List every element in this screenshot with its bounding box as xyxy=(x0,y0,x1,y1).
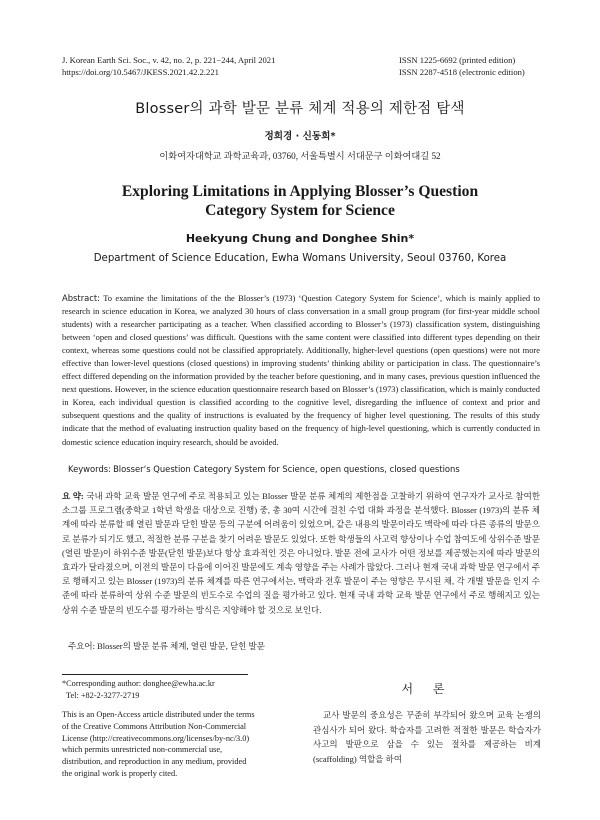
footnote-divider xyxy=(62,674,248,675)
english-title xyxy=(0,182,600,220)
korean-keywords-text: Blosser의 발문 분류 체계, 열린 발문, 닫힌 발문 xyxy=(97,641,265,651)
journal-header-right xyxy=(399,54,525,78)
doi-link[interactable]: https://doi.org/10.5467/JKESS.2021.42.2.221 xyxy=(62,67,219,77)
corresponding-email: *Corresponding author: donghee@ewha.ac.kr xyxy=(62,679,215,688)
issn-electronic: ISSN 2287-4518 (electronic edition) xyxy=(399,67,525,77)
korean-abstract-text: 국내 과학 교육 발문 연구에 주로 적용되고 있는 Blosser 발문 분류 체계의 제한점을 고찰하기 위하여 연구자가 교사로 참여한 소그룹 프로그램(중학교 1학년 학생을 대상으로 진행) 중, 총 30여 시간에 걸친 수업 대화 과정을 분석했다. Blosser (1973)의 분류 체계에 따라 분류할 때 열린 발문과 닫힌 발문 등의 구분에 어려움이 있었으며, 같은 내용의 발문이라도 맥락에 따라 다른 종류의 발문으로 분류가 되기도 했고, 적절한 분류 구분을 찾기 어려운 발문도 있었다. 또한 학생들의 사고력 향상이나 수업 참여도에 상위수준 발문(열린 발문)이 하위수준 발문(닫힌 발문)보다 항상 효과적인 것은 아니었다. 발문 전에 교사가 어떤 정보를 제공했는지에 따라 발문의 효과가 달라졌으며, 이전의 발문이 다음에 이어진 발문에도 계속 영향을 주는 사례가 많았다. 그러나 현재 국내 과학 발문 연구에서 주로 행해지고 있는 Blosser (1973)의 분류 체계를 따른 연구에서는, 맥락과 전후 발문이 주는 영향은 무시된 채, 각 개별 발문을 인지 수준에 따라 분류하여 상위 수준 발문의 빈도수로 수업의 질을 평가하고 있다. 현재 국내 과학 교육 발문 연구에서 주로 행해지고 있는 상위 수준 발문의 빈도수를 평가하는 방식은 지양해야 할 것으로 보인다. xyxy=(62,491,541,615)
keywords-text: Blosser‘s Question Category System for Science, open questions, closed questions xyxy=(113,464,460,474)
korean-keywords-label: 주요어: xyxy=(68,641,95,651)
journal-citation: J. Korean Earth Sci. Soc., v. 42, no. 2, p. 221−244, April 2021 xyxy=(62,55,276,65)
english-title-line1: Exploring Limitations in Applying Blosser’s Question xyxy=(121,183,479,200)
abstract-text: To examine the limitations of the the Blosser’s (1973) ‘Question Category System for Science’, which is mainly applied to research in science education in Korea, we analyzed 30 hours of class conversation in a small group program (for first-year middle school students) with a researcher participating as a teacher. When classified according to Blosser’s (1973) classification system, distinguishing between ‘open and closed questions’ was difficult. Questions with the same content were classified into different types depending on their context, whereas some questions could not be classified appropriately. Additionally, higher-level questions (open questions) were not more effective than lower-level questions (closed questions) in improving students’ thinking ability or participation in class. The questionnaire’s effect differed depending on the information provided by the teacher before questioning, and in many cases, previous question influenced the next questions. However, in the science education questionnaire research based on Blosser’s (1973) classification, which is mainly conducted in Korea, each individual question is classified according to the cognitive level, disregarding the influence of context and prior and subsequent questions and the quality of instructions is evaluated by the frequency of higher level questioning. The results of this study indicate that the method of evaluating instruction quality based on the frequency of high-level questioning, which is currently conducted in domestic science education inquiry research, should be avoided. xyxy=(62,293,540,447)
english-affiliation: Department of Science Education, Ewha Womans University, Seoul 03760, Korea xyxy=(93,253,507,264)
abstract xyxy=(62,292,540,449)
issn-print: ISSN 1225-6692 (printed edition) xyxy=(399,55,516,65)
corresponding-tel: Tel: +82-2-3277-2719 xyxy=(66,690,140,700)
korean-authors: 정희경 · 신동희* xyxy=(264,131,336,142)
korean-abstract-label: 요 약: xyxy=(62,491,84,501)
korean-abstract xyxy=(62,489,540,617)
journal-header-left xyxy=(62,54,275,78)
english-title-line2: Category System for Science xyxy=(205,202,395,219)
korean-title: Blosser의 과학 발문 분류 체계 적용의 제한점 탐색 xyxy=(135,101,465,117)
introduction-text: 교사 발문의 중요성은 꾸준히 부각되어 왔으며 교육 논쟁의 관심사가 되어 왔다. 학습자를 고려한 적절한 발문은 학습자가 사고의 발판으로 삼을 수 있는 절차를 제공하는 비계(scaffolding) 역할을 하여 xyxy=(313,710,541,764)
license-note: This is an Open-Access article distributed under the terms of the Creative Commons Attribution Non-Commercial License (http://creativecommons.org/licenses/by-nc/3.0) which permits unrestricted non-commercial use, distribution, and reproduction in any medium, provided the original work is properly cited. xyxy=(62,710,255,778)
korean-keywords xyxy=(68,640,538,652)
keywords-label: Keywords: xyxy=(68,464,111,474)
keywords xyxy=(68,464,538,474)
abstract-label: Abstract: xyxy=(62,293,100,303)
korean-affiliation: 이화여자대학교 과학교육과, 03760, 서울특별시 서대문구 이화여대길 52 xyxy=(159,151,441,161)
english-authors: Heekyung Chung and Donghee Shin* xyxy=(185,232,415,245)
corresponding-author xyxy=(62,678,262,701)
introduction-heading: 서 론 xyxy=(401,682,453,696)
